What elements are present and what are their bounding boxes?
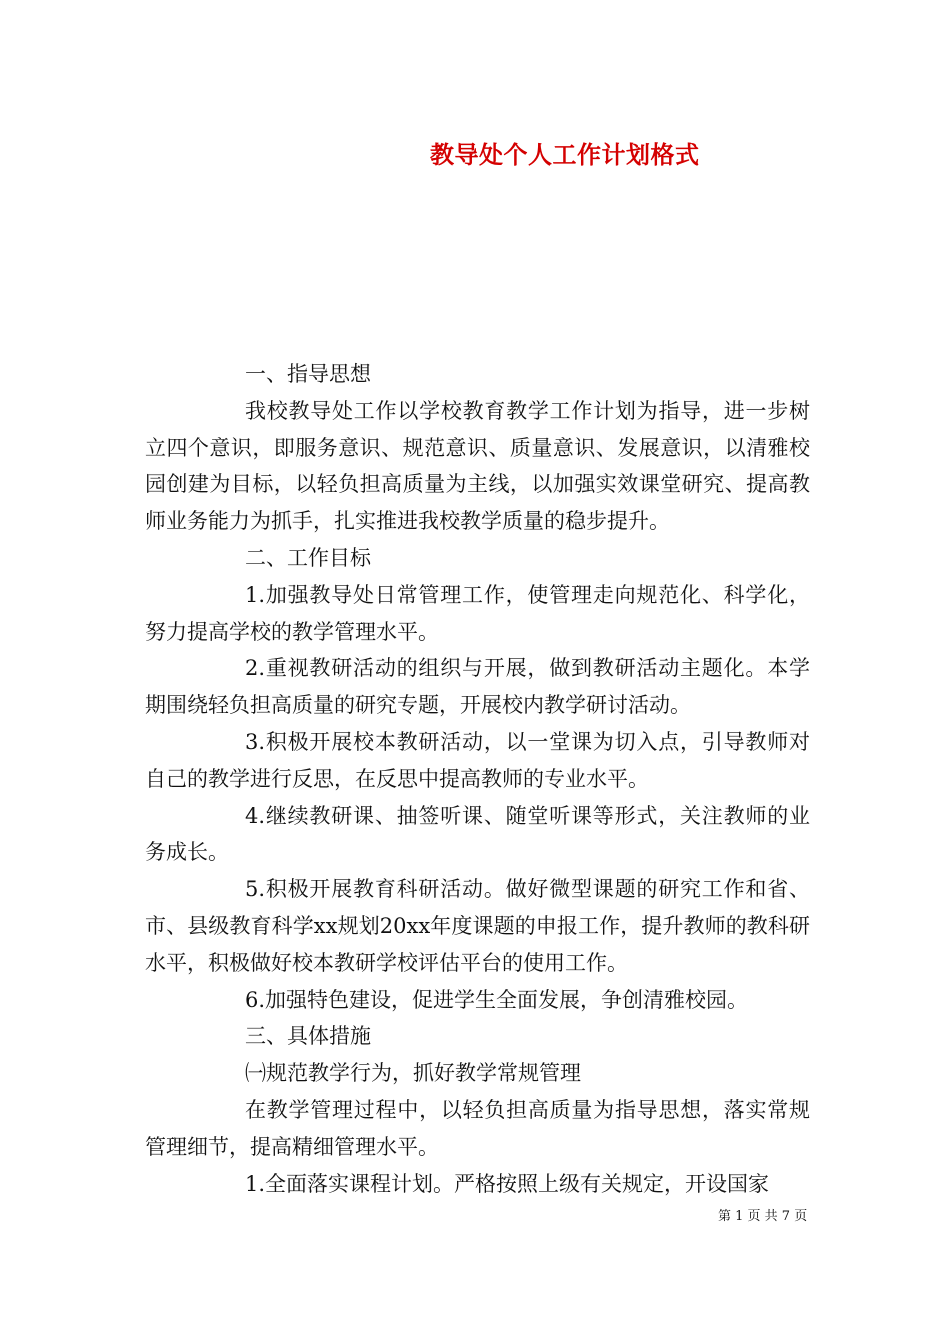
paragraph: 在教学管理过程中，以轻负担高质量为指导思想，落实常规管理细节，提高精细管理水平。	[145, 1097, 810, 1159]
document-body	[145, 356, 810, 1202]
subsection-heading: ㈠规范教学行为，抓好教学常规管理	[245, 1061, 581, 1086]
paragraph: 5.积极开展教育科研活动。做好微型课题的研究工作和省、市、县级教育科学xx规划20xx年度课题的申报工作，提升教师的教科研水平，积极做好校本教研学校评估平台的使用工作。	[145, 877, 810, 975]
paragraph: 1.全面落实课程计划。严格按照上级有关规定，开设国家	[245, 1171, 770, 1196]
paragraph: 3.积极开展校本教研活动，以一堂课为切入点，引导教师对自己的教学进行反思，在反思中提高教师的专业水平。	[145, 729, 810, 791]
paragraph: 2.重视教研活动的组织与开展，做到教研活动主题化。本学期围绕轻负担高质量的研究专题，开展校内教学研讨活动。	[145, 656, 810, 718]
paragraph: 4.继续教研课、抽签听课、随堂听课等形式，关注教师的业务成长。	[145, 803, 810, 865]
section-heading: 三、具体措施	[245, 1024, 371, 1049]
paragraph: 1.加强教导处日常管理工作，使管理走向规范化、科学化，努力提高学校的教学管理水平。	[145, 582, 810, 644]
section-heading: 一、指导思想	[245, 362, 371, 386]
paragraph: 我校教导处工作以学校教育教学工作计划为指导，进一步树立四个意识，即服务意识、规范意识、质量意识、发展意识，以清雅校园创建为目标，以轻负担高质量为主线，以加强实效课堂研究、提高教师业务能力为抓手，扎实推进我校教学质量的稳步提升。	[145, 398, 810, 534]
document-title: 教导处个人工作计划格式	[430, 140, 700, 169]
page-number: 第 1 页 共 7 页	[718, 1209, 808, 1224]
section-heading: 二、工作目标	[245, 545, 371, 570]
paragraph: 6.加强特色建设，促进学生全面发展，争创清雅校园。	[245, 987, 749, 1012]
